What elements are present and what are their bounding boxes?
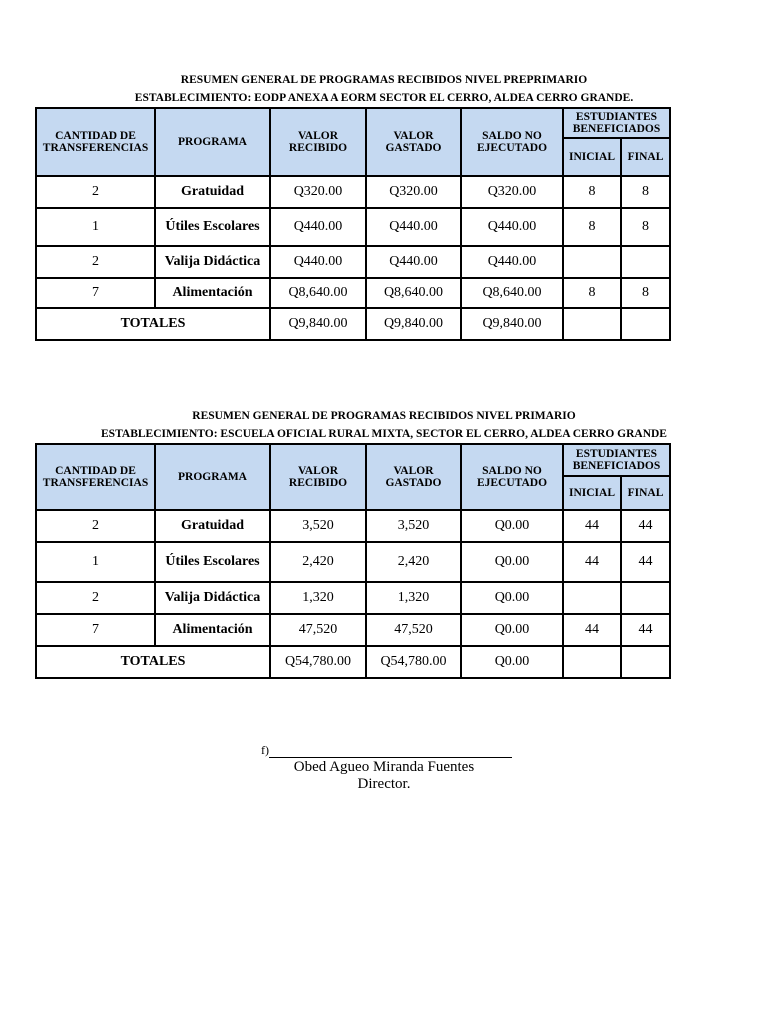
header-programa: PROGRAMA (155, 108, 270, 176)
cell-cantidad: 2 (36, 246, 155, 278)
cell-recibido: Q440.00 (270, 246, 366, 278)
cell-saldo: Q8,640.00 (461, 278, 563, 308)
cell-gastado: 2,420 (366, 542, 461, 582)
header-cantidad: CANTIDAD DE TRANSFERENCIAS (36, 108, 155, 176)
cell-recibido: 2,420 (270, 542, 366, 582)
cell-inicial: 44 (563, 542, 621, 582)
cell-programa: Alimentación (155, 614, 270, 646)
total-recibido: Q54,780.00 (270, 646, 366, 678)
header-inicial: INICIAL (563, 476, 621, 510)
cell-final: 8 (621, 278, 670, 308)
cell-inicial (563, 246, 621, 278)
signature-role: Director. (357, 776, 411, 792)
cell-inicial: 44 (563, 614, 621, 646)
table-row (36, 510, 670, 542)
cell-inicial: 44 (563, 510, 621, 542)
section1-title: RESUMEN GENERAL DE PROGRAMAS RECIBIDOS NIVEL PREPRIMARIO (180, 74, 588, 86)
cell-saldo: Q0.00 (461, 542, 563, 582)
total-gastado: Q54,780.00 (366, 646, 461, 678)
table-row (36, 614, 670, 646)
cell-programa: Útiles Escolares (155, 208, 270, 246)
cell-gastado: Q320.00 (366, 176, 461, 208)
cell-gastado: Q440.00 (366, 246, 461, 278)
header-valor-gastado: VALOR GASTADO (366, 108, 461, 176)
cell-inicial: 8 (563, 176, 621, 208)
signature-name: Obed Agueo Miranda Fuentes (293, 759, 475, 775)
cell-recibido: Q440.00 (270, 208, 366, 246)
cell-saldo: Q440.00 (461, 246, 563, 278)
cell-recibido: 3,520 (270, 510, 366, 542)
cell-programa: Valija Didáctica (155, 582, 270, 614)
cell-final: 44 (621, 510, 670, 542)
totals-row (36, 308, 670, 340)
cell-saldo: Q0.00 (461, 614, 563, 646)
cell-inicial: 8 (563, 208, 621, 246)
total-final (621, 308, 670, 340)
cell-cantidad: 2 (36, 510, 155, 542)
total-gastado: Q9,840.00 (366, 308, 461, 340)
header-final: FINAL (621, 476, 670, 510)
cell-programa: Valija Didáctica (155, 246, 270, 278)
cell-cantidad: 1 (36, 542, 155, 582)
cell-recibido: 47,520 (270, 614, 366, 646)
cell-recibido: 1,320 (270, 582, 366, 614)
header-valor-recibido: VALOR RECIBIDO (270, 108, 366, 176)
header-estudiantes: ESTUDIANTES BENEFICIADOS (563, 444, 670, 476)
table-row (36, 582, 670, 614)
cell-recibido: Q8,640.00 (270, 278, 366, 308)
summary-table-preprimario (35, 107, 671, 341)
cell-final: 8 (621, 208, 670, 246)
cell-cantidad: 7 (36, 614, 155, 646)
cell-final (621, 246, 670, 278)
cell-gastado: 47,520 (366, 614, 461, 646)
signature-rule (269, 746, 512, 758)
cell-final (621, 582, 670, 614)
cell-final: 8 (621, 176, 670, 208)
cell-final: 44 (621, 614, 670, 646)
signature-line (261, 743, 512, 758)
header-inicial: INICIAL (563, 138, 621, 176)
table-row (36, 176, 670, 208)
cell-programa: Gratuidad (155, 510, 270, 542)
cell-inicial (563, 582, 621, 614)
total-saldo: Q9,840.00 (461, 308, 563, 340)
cell-cantidad: 7 (36, 278, 155, 308)
cell-saldo: Q0.00 (461, 510, 563, 542)
cell-inicial: 8 (563, 278, 621, 308)
header-final: FINAL (621, 138, 670, 176)
cell-programa: Útiles Escolares (155, 542, 270, 582)
cell-final: 44 (621, 542, 670, 582)
cell-saldo: Q440.00 (461, 208, 563, 246)
cell-gastado: 3,520 (366, 510, 461, 542)
section2-establecimiento: ESTABLECIMIENTO: ESCUELA OFICIAL RURAL MIXTA, SECTOR EL CERRO, ALDEA CERRO GRANDE (101, 428, 667, 440)
table-row (36, 542, 670, 582)
table-row (36, 208, 670, 246)
cell-gastado: 1,320 (366, 582, 461, 614)
cell-saldo: Q0.00 (461, 582, 563, 614)
header-cantidad: CANTIDAD DE TRANSFERENCIAS (36, 444, 155, 510)
total-inicial (563, 646, 621, 678)
total-final (621, 646, 670, 678)
header-saldo: SALDO NO EJECUTADO (461, 108, 563, 176)
cell-gastado: Q440.00 (366, 208, 461, 246)
table-row (36, 246, 670, 278)
section2-title: RESUMEN GENERAL DE PROGRAMAS RECIBIDOS NIVEL PRIMARIO (192, 410, 576, 422)
cell-saldo: Q320.00 (461, 176, 563, 208)
cell-cantidad: 2 (36, 176, 155, 208)
summary-table-primario (35, 443, 671, 679)
header-valor-recibido: VALOR RECIBIDO (270, 444, 366, 510)
cell-programa: Gratuidad (155, 176, 270, 208)
totals-row (36, 646, 670, 678)
totals-label: TOTALES (36, 646, 270, 678)
totals-label: TOTALES (36, 308, 270, 340)
header-programa: PROGRAMA (155, 444, 270, 510)
cell-gastado: Q8,640.00 (366, 278, 461, 308)
cell-cantidad: 2 (36, 582, 155, 614)
total-recibido: Q9,840.00 (270, 308, 366, 340)
signature-prefix: f) (261, 743, 269, 757)
total-saldo: Q0.00 (461, 646, 563, 678)
header-estudiantes: ESTUDIANTES BENEFICIADOS (563, 108, 670, 138)
cell-cantidad: 1 (36, 208, 155, 246)
header-saldo: SALDO NO EJECUTADO (461, 444, 563, 510)
cell-recibido: Q320.00 (270, 176, 366, 208)
cell-programa: Alimentación (155, 278, 270, 308)
table-row (36, 278, 670, 308)
total-inicial (563, 308, 621, 340)
section1-establecimiento: ESTABLECIMIENTO: EODP ANEXA A EORM SECTOR EL CERRO, ALDEA CERRO GRANDE. (134, 92, 634, 104)
header-valor-gastado: VALOR GASTADO (366, 444, 461, 510)
